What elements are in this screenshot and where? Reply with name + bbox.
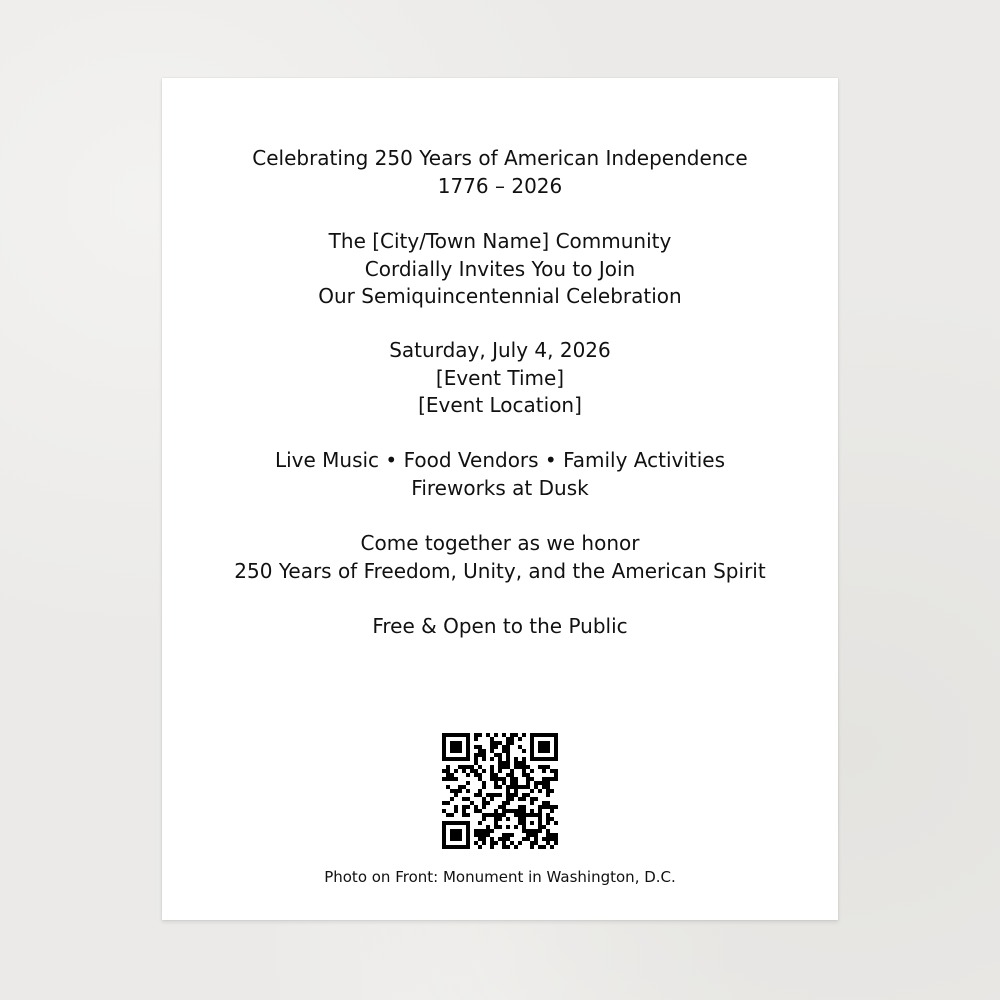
message-line-1: Come together as we honor <box>360 531 640 555</box>
admission-block <box>162 613 838 641</box>
header-title: Celebrating 250 Years of American Independence <box>252 146 748 170</box>
event-time: [Event Time] <box>435 365 565 390</box>
photo-caption: Photo on Front: Monument in Washington, D.C. <box>324 868 676 886</box>
invitation-line-1: The [City/Town Name] Community <box>328 229 672 253</box>
activities-list: Live Music • Food Vendors • Family Activities <box>274 448 726 472</box>
event-location: [Event Location] <box>418 393 582 417</box>
activities-block <box>162 447 838 502</box>
event-details-block <box>162 337 838 420</box>
qr-code <box>442 733 558 849</box>
event-date: Saturday, July 4, 2026 <box>389 338 611 362</box>
admission-text: Free & Open to the Public <box>372 614 628 638</box>
invitation-card <box>162 78 838 920</box>
invitation-line-2: Cordially Invites You to Join <box>364 256 636 281</box>
invitation-line-3: Our Semiquincentennial Celebration <box>318 284 682 308</box>
activities-fireworks: Fireworks at Dusk <box>411 475 589 500</box>
header-years: 1776 – 2026 <box>437 173 563 198</box>
invitation-block <box>162 228 838 311</box>
message-block <box>162 530 838 585</box>
header-block <box>162 145 838 200</box>
message-line-2: 250 Years of Freedom, Unity, and the American Spirit <box>234 558 766 583</box>
